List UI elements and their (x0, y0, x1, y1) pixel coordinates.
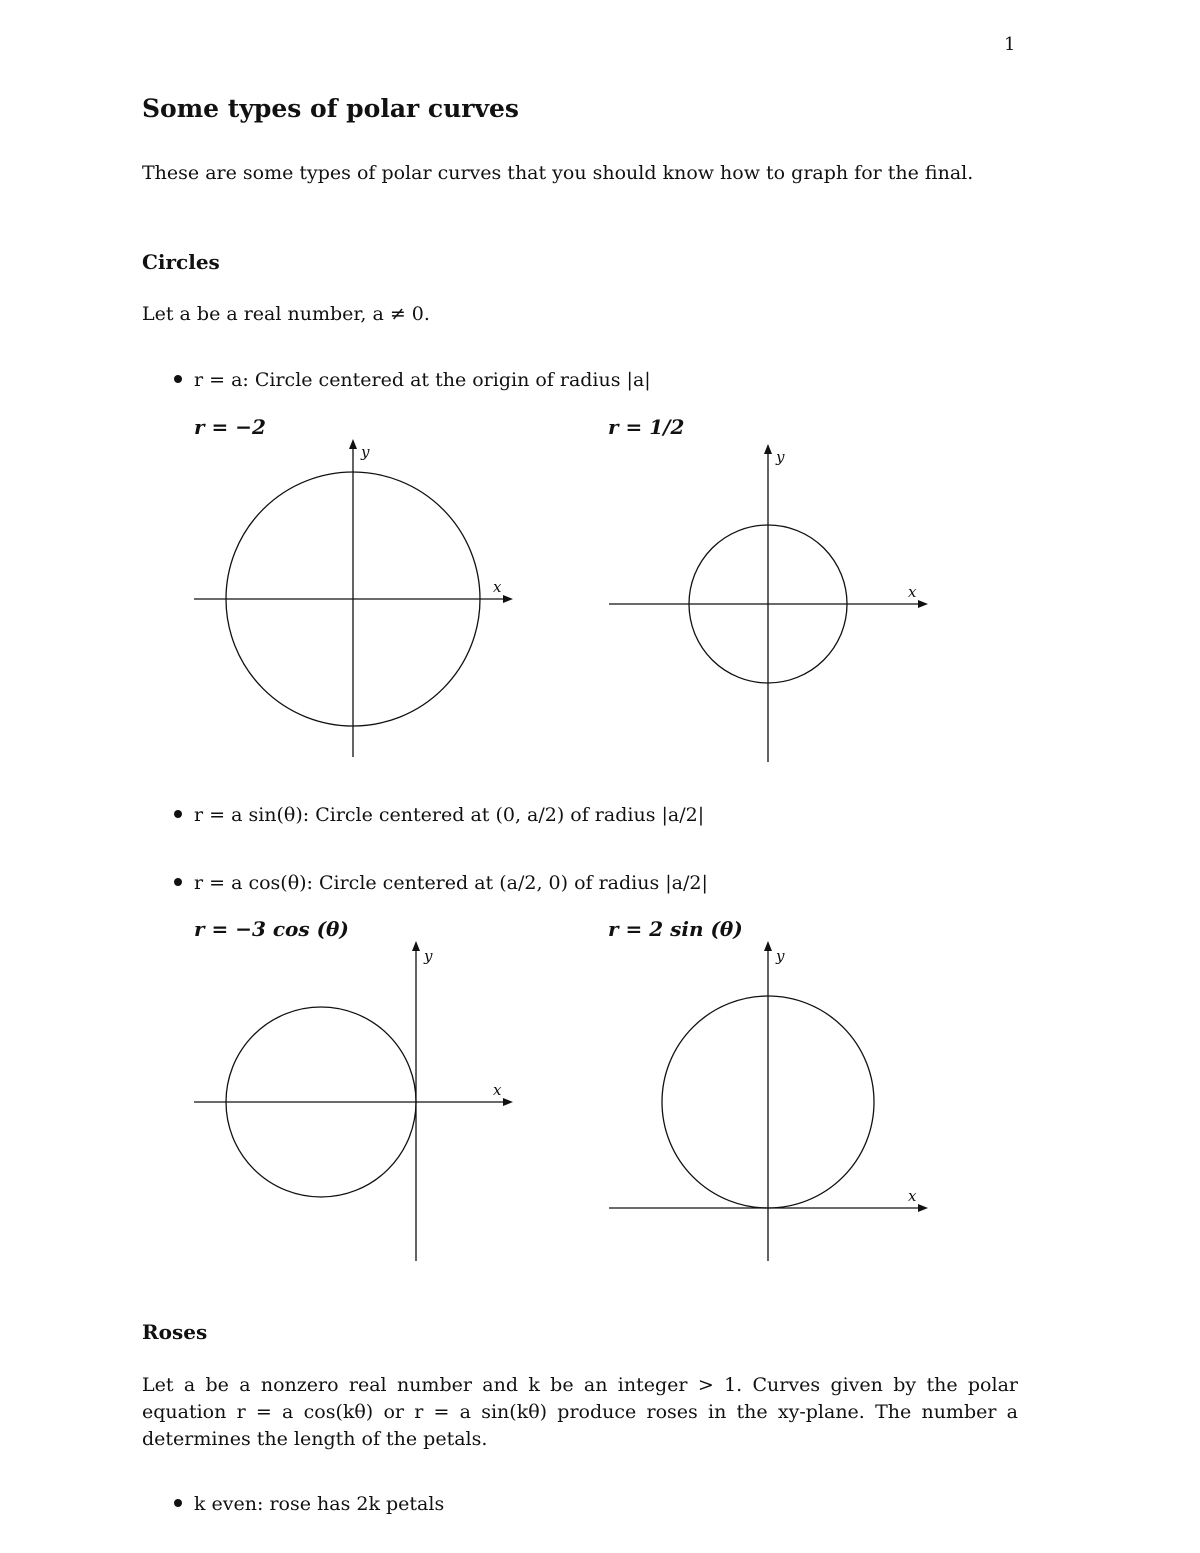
roses-paragraph: Let a be a nonzero real number and k be an integer > 1. Curves given by the polar equation r = a cos(kθ) or r = a sin(kθ) produce roses in the xy-plane. The number a determines the length of the petals. (142, 1374, 1018, 1450)
x-axis-arrow (918, 1204, 928, 1212)
x-axis-arrow (503, 1098, 513, 1106)
y-axis-arrow (349, 439, 357, 449)
bullet-text: r = a cos(θ): Circle centered at (a/2, 0) of radius |a/2| (194, 872, 708, 894)
bullet-circle-sin (174, 804, 704, 826)
bullet-text: k even: rose has 2k petals (194, 1493, 445, 1515)
y-axis-arrow (764, 941, 772, 951)
intro-paragraph: These are some types of polar curves that you should know how to graph for the final. (142, 162, 974, 184)
y-axis-label: y (776, 448, 785, 466)
graph-r-half (605, 440, 940, 770)
graph-label-r-minus-2: r = −2 (194, 415, 266, 439)
graph-r-minus-3cos (190, 937, 525, 1267)
x-axis-label: x (493, 1081, 502, 1099)
y-axis-label: y (424, 947, 433, 965)
graph-label-r-half: r = 1/2 (608, 415, 685, 439)
circles-condition: Let a be a real number, a ≠ 0. (142, 303, 430, 325)
y-axis-arrow (412, 941, 420, 951)
x-axis-label: x (493, 578, 502, 596)
bullet-circle-origin (174, 369, 651, 391)
x-axis-arrow (503, 595, 513, 603)
bullet-rose-even (174, 1493, 444, 1515)
y-axis-label: y (361, 443, 370, 461)
y-axis-label: y (776, 947, 785, 965)
circles-heading: Circles (142, 250, 220, 274)
bullet-dot (174, 1499, 182, 1507)
bullet-dot (174, 878, 182, 886)
roses-heading: Roses (142, 1320, 208, 1344)
bullet-dot (174, 375, 182, 383)
x-axis-arrow (918, 600, 928, 608)
x-axis-label: x (908, 583, 917, 601)
graph-label-r-minus-3cos: r = −3 cos (θ) (194, 917, 349, 941)
bullet-dot (174, 810, 182, 818)
document-title: Some types of polar curves (142, 94, 519, 123)
bullet-circle-cos (174, 872, 708, 894)
graph-r-minus-2 (190, 435, 525, 765)
y-axis-arrow (764, 444, 772, 454)
graph-label-r-2sin: r = 2 sin (θ) (608, 917, 743, 941)
page-number: 1 (1004, 34, 1016, 55)
x-axis-label: x (908, 1187, 917, 1205)
bullet-text: r = a: Circle centered at the origin of radius |a| (194, 369, 651, 391)
graph-r-2sin (605, 937, 940, 1267)
bullet-text: r = a sin(θ): Circle centered at (0, a/2) of radius |a/2| (194, 804, 705, 826)
